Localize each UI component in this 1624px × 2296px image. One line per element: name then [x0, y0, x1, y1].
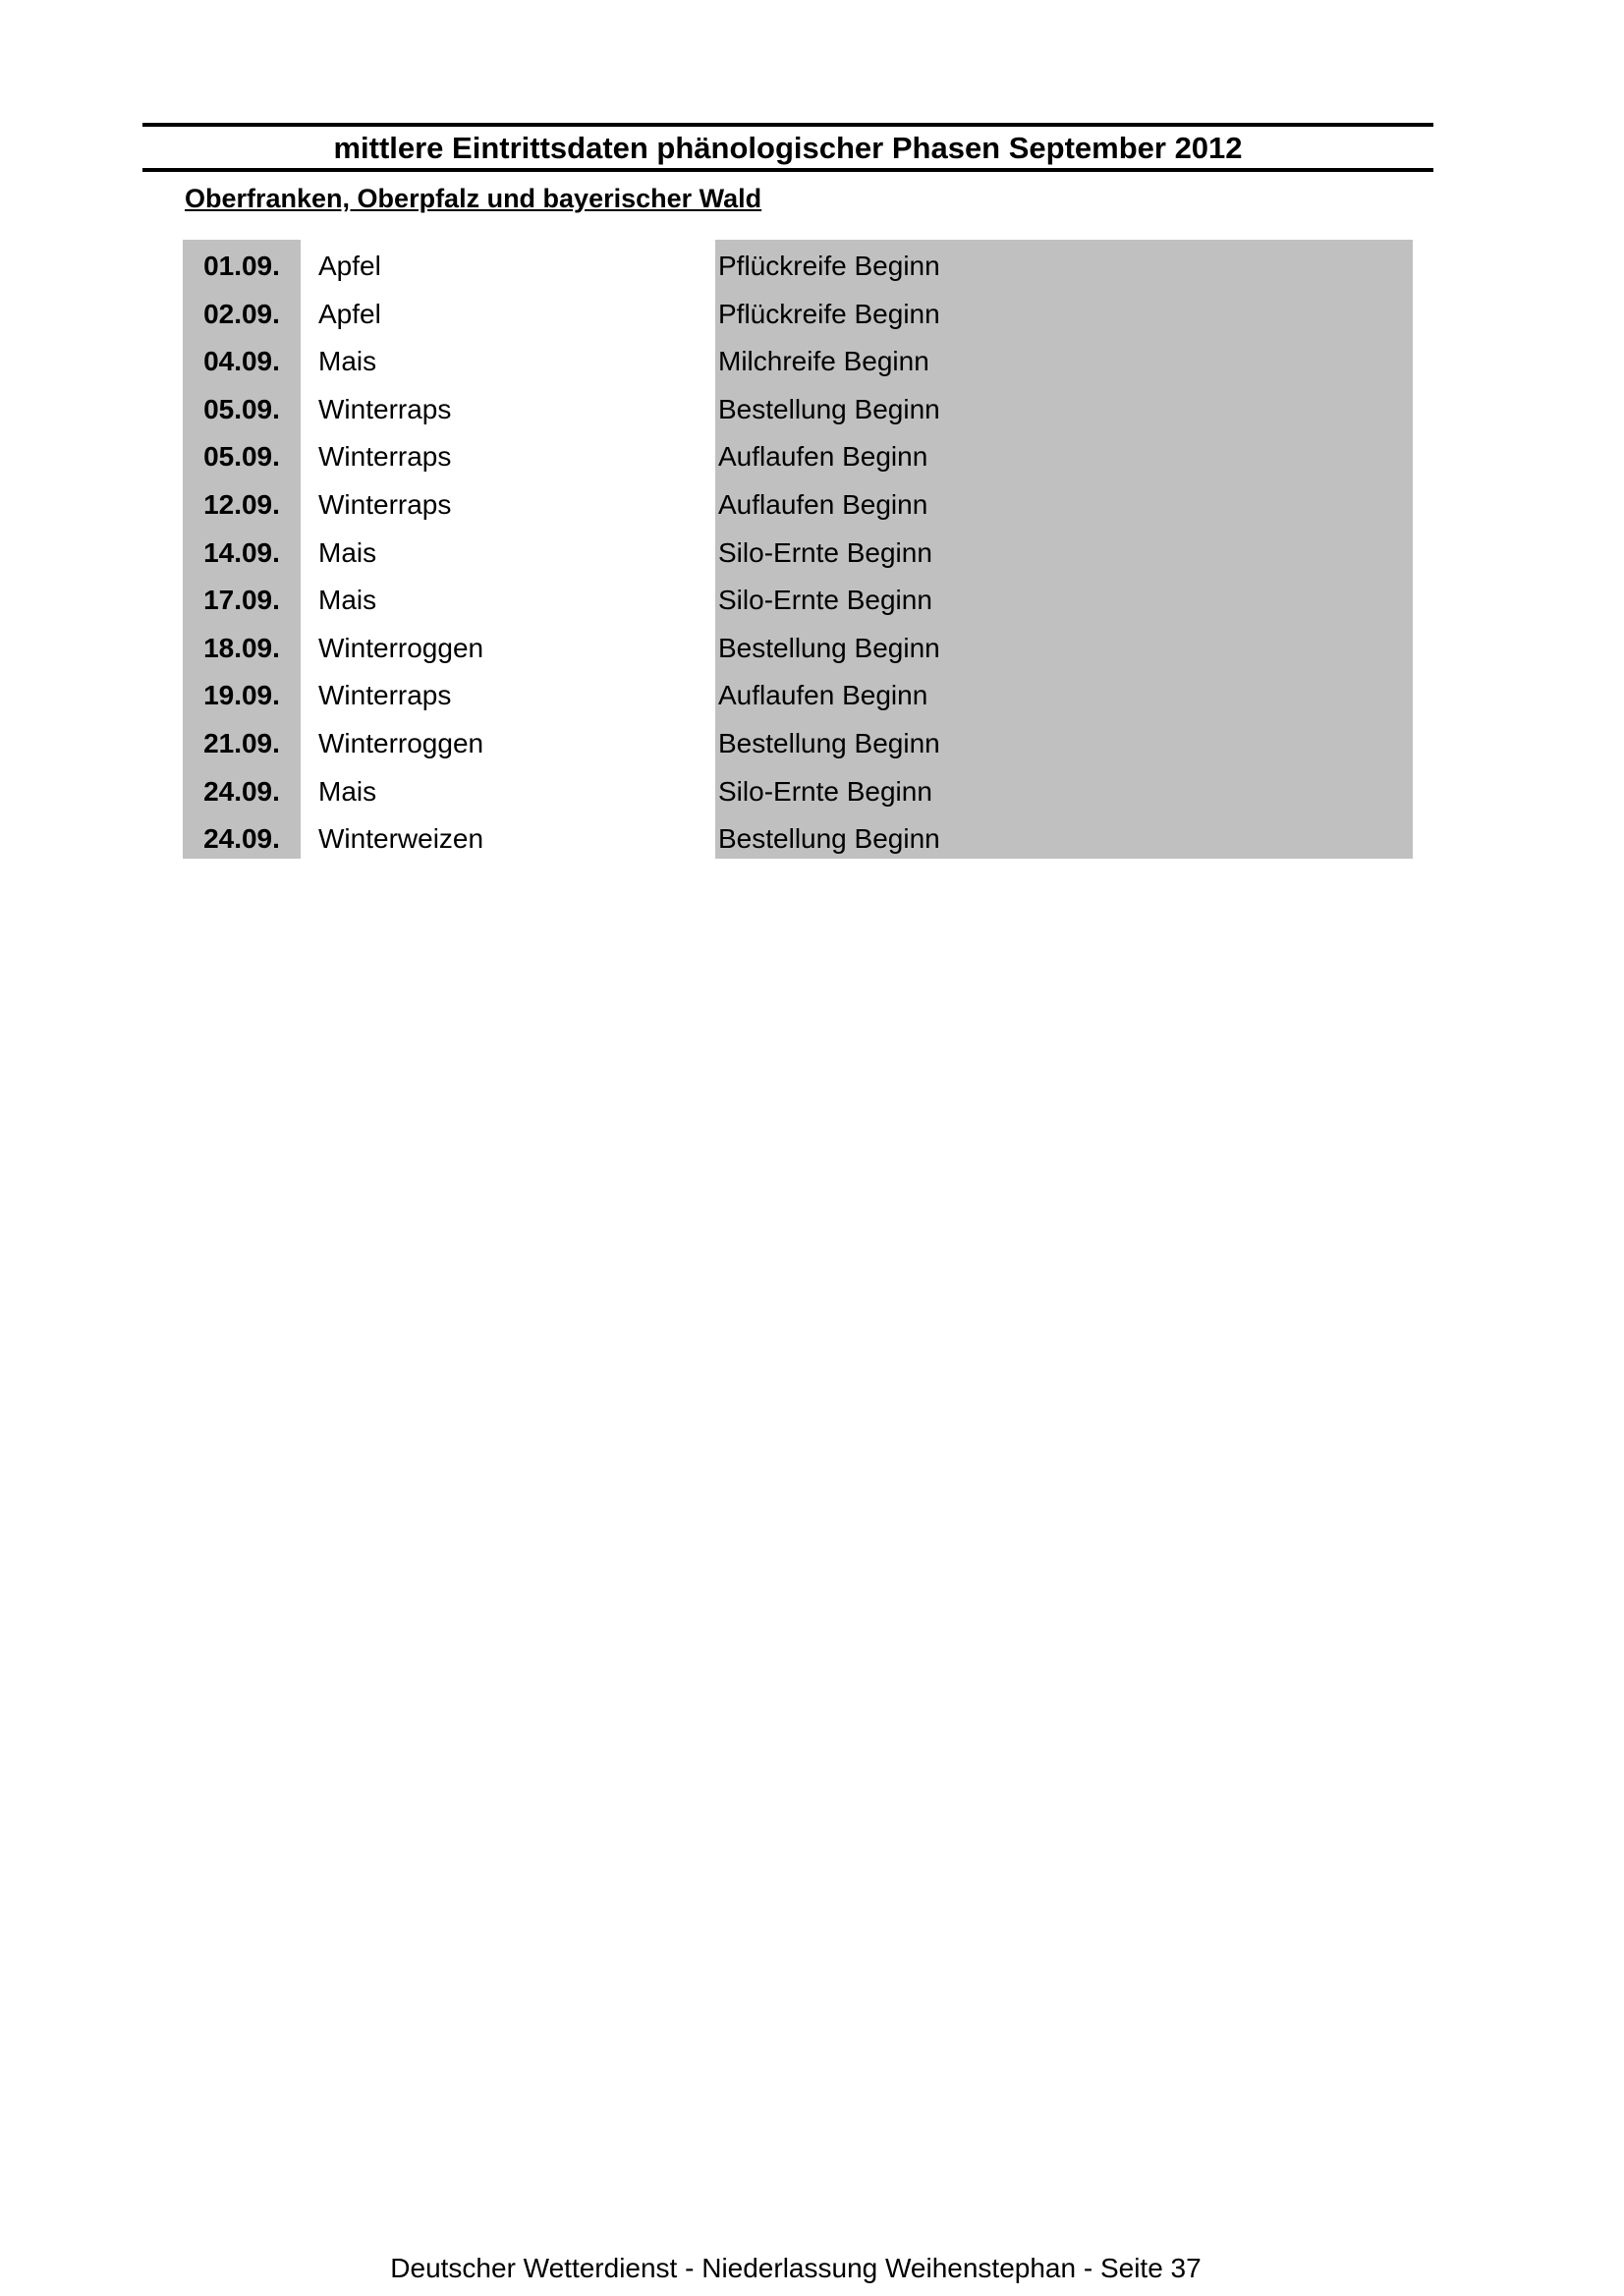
page-header — [142, 123, 1433, 172]
phase-table — [183, 240, 1413, 859]
phase-cell: Silo-Ernte Beginn — [718, 585, 932, 616]
phase-cell: Auflaufen Beginn — [718, 441, 928, 473]
plant-cell: Winterroggen — [318, 727, 484, 758]
phase-cell: Silo-Ernte Beginn — [718, 536, 932, 568]
date-cell: 05.09. — [203, 441, 280, 473]
plant-cell: Winterraps — [318, 393, 452, 424]
plant-cell: Winterraps — [318, 488, 452, 520]
plant-cell: Mais — [318, 775, 377, 807]
date-cell: 21.09. — [203, 727, 280, 758]
phase-cell: Silo-Ernte Beginn — [718, 775, 932, 807]
date-cell: 12.09. — [203, 488, 280, 520]
date-cell: 19.09. — [203, 680, 280, 711]
table-row — [183, 672, 1413, 720]
plant-cell: Apfel — [318, 251, 381, 281]
table-row — [183, 243, 1413, 291]
table-row — [183, 481, 1413, 530]
phase-cell: Bestellung Beginn — [718, 393, 940, 424]
plant-cell: Winterraps — [318, 680, 452, 711]
date-cell: 24.09. — [203, 775, 280, 807]
table-row — [183, 386, 1413, 434]
phase-cell: Milchreife Beginn — [718, 346, 929, 377]
date-cell: 01.09. — [203, 251, 280, 281]
plant-cell: Mais — [318, 346, 377, 377]
date-cell: 04.09. — [203, 346, 280, 377]
phase-cell: Bestellung Beginn — [718, 823, 940, 855]
page-title: mittlere Eintrittsdaten phänologischer Phasen September 2012 — [333, 130, 1243, 165]
date-cell: 18.09. — [203, 632, 280, 663]
phase-cell: Auflaufen Beginn — [718, 488, 928, 520]
phase-cell: Pflückreife Beginn — [718, 298, 940, 329]
table-rows — [183, 240, 1413, 859]
date-cell: 17.09. — [203, 585, 280, 616]
date-cell: 24.09. — [203, 823, 280, 855]
phase-cell: Auflaufen Beginn — [718, 680, 928, 711]
table-row — [183, 720, 1413, 768]
plant-cell: Mais — [318, 585, 377, 616]
plant-cell: Winterraps — [318, 441, 452, 473]
phase-cell: Pflückreife Beginn — [718, 251, 940, 281]
table-row — [183, 338, 1413, 386]
table-row — [183, 768, 1413, 816]
region-title: Oberfranken, Oberpfalz und bayerischer Wald — [185, 184, 762, 213]
plant-cell: Winterweizen — [318, 823, 484, 855]
date-cell: 05.09. — [203, 393, 280, 424]
date-cell: 02.09. — [203, 298, 280, 329]
page-footer: Deutscher Wetterdienst - Niederlassung Weihenstephan - Seite 37 — [390, 2253, 1202, 2283]
date-cell: 14.09. — [203, 536, 280, 568]
table-row — [183, 291, 1413, 339]
phase-cell: Bestellung Beginn — [718, 632, 940, 663]
plant-cell: Mais — [318, 536, 377, 568]
plant-cell: Winterroggen — [318, 632, 484, 663]
plant-cell: Apfel — [318, 298, 381, 329]
table-row — [183, 815, 1413, 864]
table-row — [183, 577, 1413, 625]
table-row — [183, 433, 1413, 481]
table-row — [183, 530, 1413, 578]
table-row — [183, 625, 1413, 673]
phase-cell: Bestellung Beginn — [718, 727, 940, 758]
